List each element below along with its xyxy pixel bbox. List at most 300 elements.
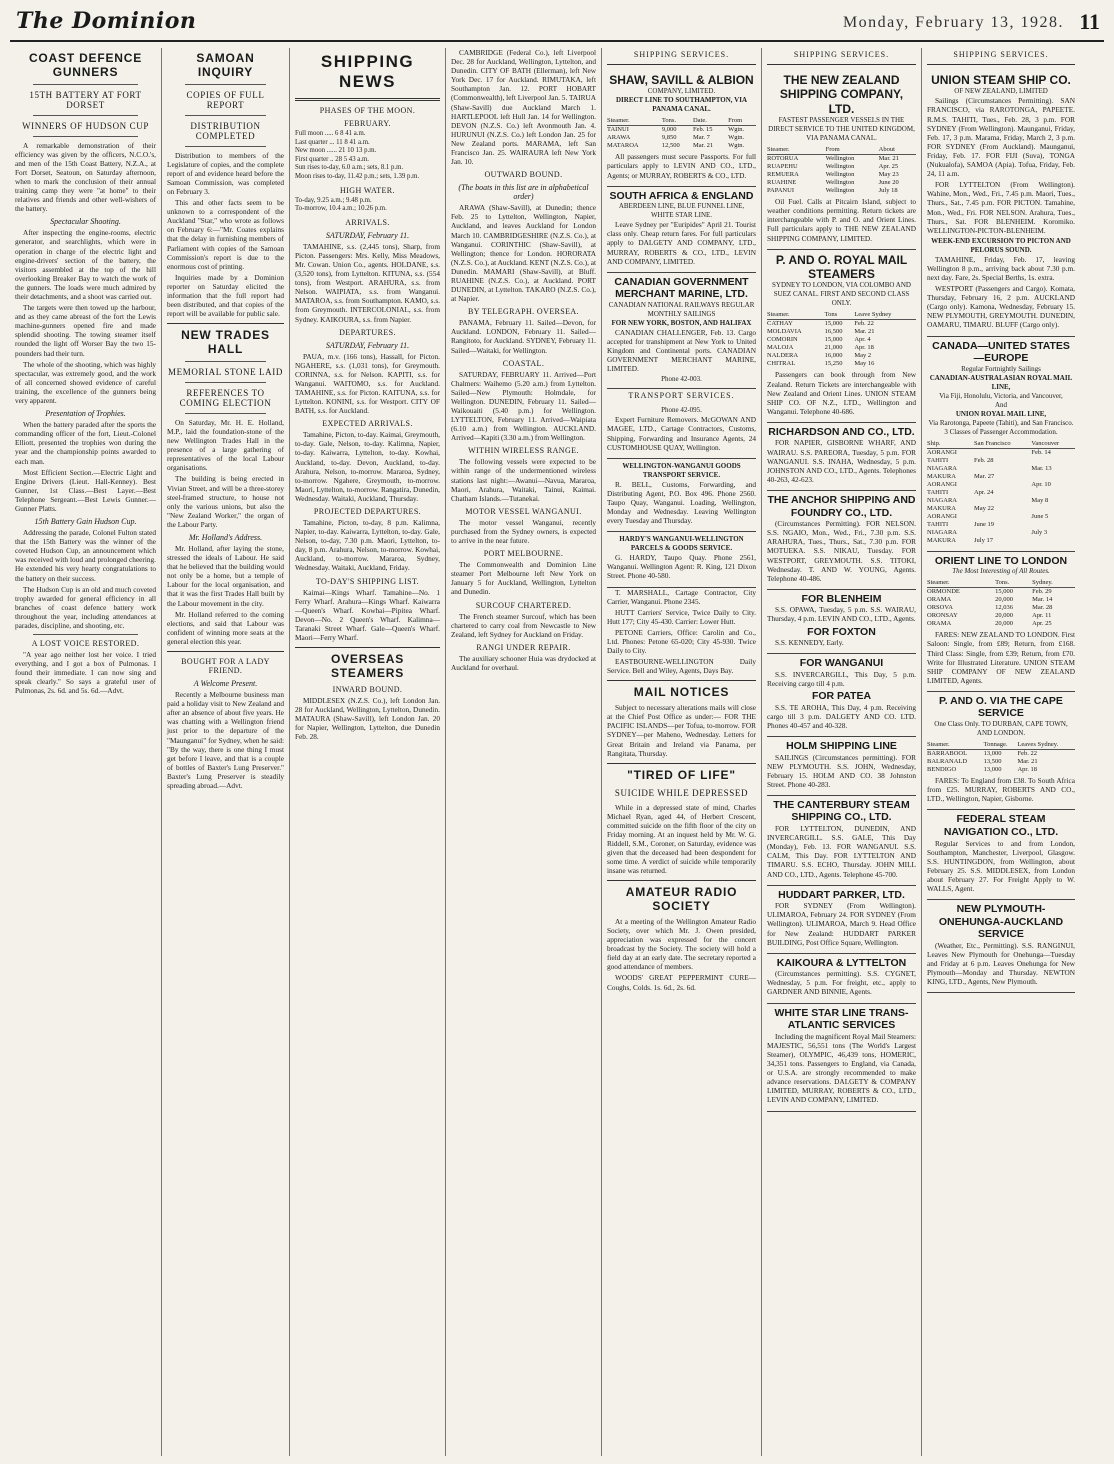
article-paragraph: When the battery paraded after the sports the commanding officer of the fort, Lieut.-Colonel Elliott, presented the trophies won during the year and the championship points awarded to each man. bbox=[15, 420, 156, 466]
cell: ROTORUA bbox=[767, 155, 799, 163]
divider bbox=[607, 680, 756, 681]
divider bbox=[185, 361, 266, 362]
cell: MATAROA bbox=[607, 142, 639, 150]
ad-marshall: T. MARSHALL, Cartage Contractor, City Carrier, Wanganui. Phone 2345. bbox=[607, 587, 756, 606]
cell: 12,500 bbox=[661, 142, 680, 150]
ad-title: UNION STEAM SHIP CO. bbox=[931, 73, 1071, 87]
cell: Mar. 28 bbox=[1032, 604, 1053, 612]
cell bbox=[974, 529, 1031, 537]
arrivals-date: SATURDAY, February 11. bbox=[325, 230, 410, 240]
cell: May 16 bbox=[854, 360, 875, 368]
cell: 15,000 bbox=[824, 336, 843, 344]
ad-text: TAMAHINE, Friday, Feb. 17, leaving Wellington 8 p.m., arriving back about 7.30 p.m. next day. Fare, 2s. Special Berths, 1s. extra. bbox=[927, 254, 1075, 282]
cell: Mar. 21 bbox=[692, 142, 714, 150]
advert-text: Recently a Melbourne business man paid a holiday visit to New Zealand and after an absence of about five years. He was chatting with a Wellington friend just prior to the departure of the "Maunganui" for Sydney, when he said: "By the way, there is one thing I must get before I leave, and that is a couple of bottles of Baxter's Lung Preserver." Baxter's Lung Preserver is steadily spreading abroad.—Advt. bbox=[167, 690, 284, 790]
port-melbourne-text: The Commonwealth and Dominion Line steamer Port Melbourne left New York on January 5 for Auckland, Wellington, Lyttelton and Dunedin. bbox=[451, 560, 596, 597]
table-row bbox=[927, 481, 1075, 489]
cell: May 2 bbox=[854, 352, 872, 360]
table-row bbox=[927, 620, 1075, 628]
columns bbox=[10, 48, 1104, 1456]
ad-subtitle: One Class Only. TO DURBAN, CAPE TOWN, AND LONDON. bbox=[934, 720, 1068, 738]
headline-tired-of-life: "TIRED OF LIFE" bbox=[627, 767, 736, 782]
cell: 12,036 bbox=[995, 604, 1013, 612]
ad-text: All passengers must secure Passports. For full particulars apply to LEVIN AND CO., LTD., Agents; or MURRAY, ROBERTS & CO., LTD. bbox=[607, 152, 756, 180]
phases-title: PHASES OF THE MOON. bbox=[319, 106, 416, 115]
table-row bbox=[927, 465, 1075, 473]
divider bbox=[295, 647, 440, 648]
cell: Mar. 21 bbox=[1017, 758, 1038, 766]
cell: Mar. 27 bbox=[973, 472, 995, 480]
cell: Feb. 22 bbox=[854, 320, 874, 328]
headline-shipping-news: SHIPPING NEWS bbox=[320, 52, 415, 91]
column-shipping-continued bbox=[446, 48, 602, 1456]
cell: 20,000 bbox=[995, 596, 1013, 604]
col-header: Steamer. bbox=[927, 578, 995, 588]
ad-text: S.S. INVERCARGILL, This Day, 5 p.m. Receiving cargo till 4 p.m. bbox=[767, 669, 916, 688]
subhead: WINNERS OF HUDSON CUP bbox=[22, 120, 149, 131]
table-row bbox=[927, 537, 1075, 545]
moon-phase-row: Full moon ..... 6 8 41 a.m. bbox=[295, 130, 366, 137]
col-header: Steamer. bbox=[767, 145, 826, 155]
cell: 15,000 bbox=[995, 588, 1013, 596]
article-paragraph: The Hudson Cup is an old and much coveted trophy awarded for general efficiency in all branches of coast defence battery work throughout the year, including attendances at parades, discipline, and shooting, etc. bbox=[15, 584, 156, 630]
outward-list: ARAWA (Shaw-Savill), at Dunedin; thence Feb. 25 to Lyttelton, Wellington, Napier, Auckland, and leaves Auckland for London March 10. CAMBRIDGESHIRE (N.Z.S. Co.), at Wanganui. CORINTHIC (Shaw-Savill), at Wellington; thence for London. HORORATA (N.Z.S. Co.), at Auckland. KENT (N.Z.S. Co.), at Dunedin. MAMARI (Shaw-Savill), at Bluff. RUAHINE (N.Z.S. Co.), at Auckland. PORT DUNEDIN, at Lyttelton. TAKARO (N.Z.S. Co.), at Napier. bbox=[451, 203, 596, 304]
cell: Mar. 7 bbox=[692, 134, 710, 142]
cell: May 23 bbox=[878, 171, 899, 179]
ad-conjunction: And bbox=[994, 400, 1008, 409]
telegraph-title: BY TELEGRAPH. OVERSEA. bbox=[467, 307, 580, 317]
cell bbox=[974, 497, 1031, 505]
ad-nz-shipping bbox=[767, 70, 916, 250]
ad-title: HOLM SHIPPING LINE bbox=[786, 739, 897, 752]
cell: ARAWA bbox=[607, 134, 631, 142]
divider bbox=[767, 64, 916, 65]
cell: 16,500 bbox=[824, 328, 843, 336]
ad-title: FOR BLENHEIM bbox=[801, 592, 882, 605]
ad-hutt-carriers: HUTT Carriers' Service, Twice Daily to City. Hutt 177; City 45-430. Carrier: Lower Hutt. bbox=[607, 607, 756, 626]
col-header: Tons. bbox=[995, 578, 1032, 588]
cell: BENDIGO bbox=[927, 766, 957, 774]
motor-vessel-text: The motor vessel Wanganui, recently purchased from the Sydney owners, is expected to arrive in the near future. bbox=[451, 517, 596, 546]
ad-title: KAIKOURA & LYTTELTON bbox=[776, 956, 907, 969]
ad-title: P. AND O. ROYAL MAIL STEAMERS bbox=[775, 252, 908, 282]
ad-text: (Circumstances permitting). S.S. CYGNET, Wednesday, 5 p.m. For freight, etc., apply to GARDNER AND BINNIE, Agents. bbox=[767, 969, 916, 997]
table-row bbox=[927, 766, 1075, 774]
article-paragraph: On Saturday, Mr. H. E. Holland, M.P., laid the foundation-stone of the new Wellington Trades Hall in the presence of a large gathering of representatives of the local Labour organisations. bbox=[167, 417, 284, 473]
ad-subtitle: ABERDEEN LINE, BLUE FUNNEL LINE, WHITE STAR LINE. bbox=[618, 202, 745, 220]
projected-title: PROJECTED DEPARTURES. bbox=[313, 507, 422, 516]
ad-new-plymouth bbox=[927, 900, 1075, 993]
section-subhead: Presentation of Trophies. bbox=[45, 409, 126, 419]
high-water-today: To-day, 9.25 a.m.; 9.48 p.m. bbox=[295, 196, 372, 204]
article-paragraph: While in a depressed state of mind, Charles Michael Ryan, aged 44, of Herbert Crescent, committed suicide on the fifth floor of the city on Friday morning. At an inquest held by Mr. W. G. Riddell, S.M., Coroner, on Saturday, evidence was given that the deceased had been despondent for some time. A verdict of suicide while temporarily insane was returned. bbox=[607, 802, 756, 876]
inward-list: MIDDLESEX (N.Z.S. Co.), left London Jan. 28 for Auckland, Wellington, Lyttelton, Dunedin. MATAURA (Shaw-Savill), left London Jan. 20 for Napier, Wellington, Lyttelton, due Dunedin Feb. 28. bbox=[295, 695, 440, 742]
cell: CHITRAL bbox=[767, 360, 796, 368]
ad-white-star bbox=[767, 1004, 916, 1112]
ad-line-name: UNION ROYAL MAIL LINE, bbox=[955, 409, 1047, 418]
ad-wanganui-patea bbox=[767, 654, 916, 737]
cell bbox=[974, 448, 1031, 457]
moon-phases bbox=[295, 130, 440, 164]
cell: Feb. 14 bbox=[1031, 448, 1051, 456]
ad-title: SHAW, SAVILL & ALBION bbox=[609, 73, 754, 87]
subhead: COPIES OF FULL REPORT bbox=[186, 89, 265, 110]
column-samoan-inquiry bbox=[162, 48, 290, 1456]
ad-text: FOR LYTTELTON, DUNEDIN, AND INVERCARGILL. S.S. GALE, This Day (Monday), Feb. 13. FOR WANGANUI. S.S. CALM, This Day. FOR LYTTELTON AND TIMARU. S.S. ECHO, Thursday. JOHN MILL AND CO., LTD., Agents. Telephone 45-700. bbox=[767, 824, 916, 879]
ad-subtitle: CANADIAN NATIONAL RAILWAYS REGULAR MONTHLY SAILINGS bbox=[608, 300, 755, 318]
cell: NIAGARA bbox=[927, 496, 957, 504]
ad-petone-carriers: PETONE Carriers, Office: Carolin and Co., Ltd. Phones: Petone 65-020; City 45-930. Twice Daily to City. bbox=[607, 627, 756, 656]
ad-text: Oil Fuel. Calls at Pitcairn Island, subject to weather conditions permitting. Return tickets are interchangeable with P. and O. and Orient Lines. Full particulars apply to THE NEW ZEALAND SHIPPING COMPANY, LIMITED. bbox=[767, 197, 916, 243]
cell: BALRANALD bbox=[927, 758, 968, 766]
divider bbox=[33, 84, 138, 85]
moon-phase-row: New moon ...... 21 10 13 p.m. bbox=[295, 147, 377, 155]
sailing-table bbox=[767, 145, 916, 195]
ad-text: R. BELL, Customs, Forwarding, and Distributing Agent, P.O. Box 496. Phone 2560. Taupo Quay, Wanganui. Loading, Wellington, Monday and Wednesday. Leaving Wellington every Tuesday and Thursday. bbox=[607, 479, 756, 526]
article-paragraph: Distribution to members of the Legislature of copies, and the complete report of and evidence heard before the Samoan Commission, was completed on February 3. bbox=[167, 150, 284, 196]
col-header: Vancouver bbox=[1031, 439, 1075, 449]
cell: July 18 bbox=[878, 187, 898, 195]
cell: MALOJA bbox=[767, 344, 794, 352]
headline-mail-notices: MAIL NOTICES bbox=[633, 685, 730, 700]
col-header: Date. bbox=[693, 116, 728, 126]
cell: Wellington bbox=[825, 171, 855, 179]
subhead: SUICIDE WHILE DEPRESSED bbox=[614, 787, 749, 798]
cell: TAHITI bbox=[927, 456, 949, 464]
ad-text: WESTPORT (Passengers and Cargo). Komata, Thursday, February 16, 2 p.m. AUCKLAND (Cargo only). Kamona, Wednesday, February 15. NEW PLYMOUTH, GREYMOUTH. DUNEDIN, OAMARU, TIMARU. BLUFF (Cargo only). bbox=[927, 284, 1075, 330]
cell bbox=[1031, 537, 1075, 545]
table-row bbox=[927, 612, 1075, 620]
section-head: SHIPPING SERVICES. bbox=[953, 50, 1049, 59]
ad-title: WELLINGTON-WANGANUI GOODS TRANSPORT SERVICE. bbox=[622, 461, 741, 479]
cell: ORAMA bbox=[927, 620, 952, 628]
moon-phase-row: First quarter .. 28 5 43 a.m. bbox=[295, 155, 369, 163]
ad-cape-service bbox=[927, 692, 1075, 810]
table-row bbox=[927, 758, 1075, 766]
col-header: Leave Sydney bbox=[854, 310, 916, 320]
subhead: REFERENCES TO COMING ELECTION bbox=[179, 387, 272, 408]
high-water-title: HIGH WATER. bbox=[340, 185, 395, 195]
expected-list: Tamahine, Picton, to-day. Kaimai, Greymouth, to-day. Gale, Nelson, to-day. Kalimna, Napier, to-day. Kaiwarra, Lyttelton, to-day. Kowhai, Auckland, to-day. Devon, Auckland, to-day. Arahura, Nelson, to-morrow. Mararoa, Sydney, to-morrow. Ngahere, Greymouth, to-morrow. Maori, Lyttelton, to-morrow. Rangatira, Dunedin, Wednesday. Waitaki, Auckland, Thursday. bbox=[295, 430, 440, 503]
rangi-text: The auxiliary schooner Huia was drydocked at Auckland for overhaul. bbox=[451, 653, 596, 672]
table-row bbox=[927, 596, 1075, 604]
sun-times: Sun rises to-day, 6.0 a.m.; sets, 8.1 p.m. bbox=[295, 164, 404, 172]
article-paragraph: The targets were then towed up the harbour, and as they came abreast of the fort the Lewis machine-gunners opened fire and made splendid shooting. The towing steamer itself rounded the light off Worser Bay the two 15-pounders had their turn. bbox=[15, 303, 156, 358]
masthead bbox=[10, 8, 1104, 42]
headline-coast-defence: COAST DEFENCE GUNNERS bbox=[28, 51, 143, 79]
table-row bbox=[927, 457, 1075, 465]
ad-title: FOR PATEA bbox=[811, 690, 872, 703]
divider bbox=[167, 323, 284, 324]
cell: Mar. 13 bbox=[1031, 464, 1052, 472]
ad-text: Leave Sydney per "Euripides" April 21. Tourist class only. Cheap return fares. For full particulars apply to DALGETY AND COMPANY, LTD., MURRAY, ROBERTS & CO., LTD., LEVIN AND COMPANY, LIMITED. bbox=[607, 220, 756, 266]
ad-title: FEDERAL STEAM NAVIGATION CO., LTD. bbox=[943, 813, 1059, 838]
ad-text: G. HARDY, Taupo Quay. Phone 2561, Wanganui. Wellington Agent: R. King, 121 Dixon Street. Phone 40-580. bbox=[607, 553, 756, 581]
headline-samoan-inquiry: SAMOAN INQUIRY bbox=[196, 51, 255, 79]
cell: 20,000 bbox=[995, 612, 1013, 620]
table-row bbox=[607, 134, 756, 142]
table-row bbox=[927, 750, 1075, 759]
moon-phase-row: Last quarter ... 11 8 41 a.m. bbox=[295, 138, 370, 146]
col-header: San Francisco bbox=[974, 439, 1031, 449]
cell: Wgtn. bbox=[728, 126, 745, 134]
sailing-table bbox=[927, 578, 1075, 628]
cell: 15,000 bbox=[824, 320, 843, 328]
ad-route: Via Fiji, Honolulu, Victoria, and Vancouver, bbox=[939, 391, 1063, 400]
table-row bbox=[767, 320, 916, 329]
divider bbox=[607, 880, 756, 881]
sailing-table bbox=[927, 439, 1075, 545]
inward-list-continued: CAMBRIDGE (Federal Co.), left Liverpool Dec. 28 for Auckland, Wellington, Lyttelton, and Dunedin. CITY OF BATH (Ellerman), left New York Dec. 17 for Auckland. RIMUTAKA, left Southampton Jan. 12. PORT HOBART (Commonwealth), left Liverpool Jan. 5. TAIRUA (Shaw-Savill) due Auckland March 1. HARTLEPOOL left Hull Jan. 14 for Wellington. DEVON (N.Z.S. Co.) left Avonmouth Jan. 4. HURUNUI (N.Z.S. Co.) left London Jan. 25 for New Zealand ports. MARAMA, left San Francisco Jan. 25. WAIRAURA left New York Jan. 10. bbox=[451, 48, 596, 167]
ad-subtitle: The Most Interesting of All Routes. bbox=[952, 567, 1050, 576]
ad-orient-line bbox=[927, 552, 1075, 692]
ad-union-steam bbox=[927, 70, 1075, 337]
divider bbox=[167, 651, 284, 652]
article-paragraph: The whole of the shooting, which was highly spectacular, was extremely good, and the work of all concerned showed evidence of careful training, the excellence of the gunners being very apparent. bbox=[15, 359, 156, 406]
cell: ORAMA bbox=[927, 596, 952, 604]
column-coast-defence bbox=[10, 48, 162, 1456]
table-row bbox=[607, 126, 756, 135]
cell: Feb. 28 bbox=[973, 456, 994, 464]
divider bbox=[33, 634, 138, 635]
column-shipping-news bbox=[290, 48, 446, 1456]
col-header: About bbox=[879, 145, 916, 155]
cell bbox=[1031, 457, 1075, 465]
article-paragraph: At a meeting of the Wellington Amateur Radio Society, over which Mr. J. Owen presided, appreciation was expressed for the concert broadcast by the Society. The society will hold a field day at an early date. The secretary reported a good attendance of members. bbox=[607, 916, 756, 972]
ad-text: FOR LYTTELTON (From Wellington). Wahine, Mon., Wed., Fri., 7.45 p.m. Maori, Tues., Thurs., Sat., 7.45 p.m. FOR PICTON. Tamahine, Mon., Wed., Fri. FOR NELSON. Arahura, Tues., Thurs., Sat. FOR BLENHEIM. Koromiko. WELLINGTON-PICTON-BLENHEIM. bbox=[927, 180, 1075, 235]
ad-federal bbox=[927, 810, 1075, 900]
divider bbox=[185, 382, 266, 383]
sailing-table bbox=[767, 310, 916, 368]
headline-trades-hall: NEW TRADES HALL bbox=[181, 328, 270, 357]
table-row bbox=[927, 448, 1075, 457]
cell: MAKURA bbox=[927, 536, 956, 544]
ad-title: THE CANTERBURY STEAM SHIPPING CO., LTD. bbox=[773, 798, 910, 824]
cell: Feb. 22 bbox=[1017, 750, 1037, 758]
wireless-title: WITHIN WIRELESS RANGE. bbox=[468, 446, 579, 456]
cell: TAINUI bbox=[607, 126, 629, 134]
ad-excursion-title: WEEK-END EXCURSION TO PICTON AND PELORUS SOUND. bbox=[931, 236, 1071, 254]
col-header: Ship. bbox=[927, 439, 974, 449]
ad-title: RICHARDSON AND CO., LTD. bbox=[768, 425, 915, 438]
divider bbox=[185, 115, 266, 116]
ad-title: WHITE STAR LINE TRANS-ATLANTIC SERVICES bbox=[774, 1006, 909, 1032]
ad-title: NEW PLYMOUTH-ONEHUNGA-AUCKLAND SERVICE bbox=[938, 903, 1064, 941]
cell: PAPANUI bbox=[767, 187, 794, 195]
article-paragraph: Inquiries made by a Dominion reporter on Saturday elicited the information that the full report had been distributed, and that copies of the report will be available for public sale. bbox=[167, 272, 284, 319]
ad-mcgowan bbox=[607, 403, 756, 458]
cell: Apr. 25 bbox=[878, 163, 899, 171]
cell: July 17 bbox=[973, 536, 993, 544]
ad-title: THE NEW ZEALAND SHIPPING COMPANY, LTD. bbox=[779, 73, 904, 116]
table-row bbox=[767, 328, 916, 336]
cell: Apr. 10 bbox=[1031, 480, 1051, 488]
section-head: SHIPPING SERVICES. bbox=[633, 50, 730, 59]
ad-text: FARES: To England from £38. To South Africa from £25. MURRAY, ROBERTS AND CO., LTD., Wellington, Napier, Gisborne. bbox=[927, 776, 1075, 804]
ad-text: Passengers can book through from New Zealand. Return Tickets are interchangeable with New Zealand and Orient Lines. UNION STEAM SHIP CO. OF N.Z., LTD., Wellington and Wanganui. Telephone 40-686. bbox=[767, 370, 916, 416]
ad-text: Including the magnificent Royal Mail Steamers: MAJESTIC, 56,551 tons (The World's Largest Steamer), OLYMPIC, 46,439 tons, HOMERIC, 34,351 tons. Passengers to England, via Canada, or U.S.A. are strongly recommended to make advance reservations. DALGETY & COMPANY LIMITED, MURRAY, ROBERTS & CO., LTD., LEVIN AND COMPANY, LIMITED. bbox=[767, 1031, 916, 1105]
motor-vessel-title: MOTOR VESSEL WANGANUI. bbox=[465, 506, 582, 516]
article-paragraph: The building is being erected in Vivian Street, and will be a three-storey steel-framed structure, to house not only the various unions, but also the "New Zealand Worker," the organ of the Labour Party. bbox=[167, 474, 284, 529]
col-header: Steamer. bbox=[927, 740, 984, 750]
inward-title: INWARD BOUND. bbox=[332, 684, 403, 694]
advert-text: "A year ago neither lost her voice. I tried everything, and I got a box of Pulmonas. I found their immediate. I can now sing and speak clearly." So says a grateful user of Pulmonas, 2s. 6d. and 5s. 6d.—Advt. bbox=[15, 650, 156, 696]
phases-month: FEBRUARY. bbox=[344, 119, 391, 128]
cell: June 19 bbox=[973, 520, 995, 528]
divider bbox=[33, 115, 138, 116]
ad-title: SOUTH AFRICA & ENGLAND bbox=[609, 189, 754, 202]
table-row bbox=[927, 489, 1075, 497]
coastal-list: SATURDAY, FEBRUARY 11. Arrived—Port Chalmers: Waihemo (5.20 a.m.) from Lyttelton. Sailed—New Plymouth: Holmdale, for Wellington. DUNEDIN, February 11. Sailed—Waikouaiti (5.40 p.m.) for Wellington. LYTTELTON, February 11. Arrived—Waipiata (6.10 a.m.) from Wellington. AUCKLAND. Arrived—Kapiti (3.30 a.m.) from Wellington. bbox=[451, 369, 596, 443]
cell: TAHITI bbox=[927, 520, 949, 528]
projected-list: Tamahine, Picton, to-day, 8 p.m. Kalimna, Napier, to-day. Kaiwarra, Lyttelton, to-day. Gale, Nelson, to-day, 7.30 p.m. Maori, Lyttelton, to-day, 8 p.m. Arahura, Nelson, to-morrow. Kowhai, Auckland, to-morrow. Mararoa, Sydney, Wednesday. Waitaki, Auckland, Friday. bbox=[295, 518, 440, 573]
cell: RUAHINE bbox=[767, 179, 797, 187]
divider bbox=[185, 84, 266, 85]
cell: June 5 bbox=[1031, 512, 1049, 520]
ad-title: THE ANCHOR SHIPPING AND FOUNDRY CO., LTD. bbox=[767, 493, 916, 519]
ad-shaw-savill bbox=[607, 70, 756, 187]
headline-radio-society: AMATEUR RADIO SOCIETY bbox=[625, 885, 738, 914]
subhead: 15TH BATTERY AT FORT DORSET bbox=[29, 89, 142, 110]
cell: Wellington bbox=[825, 163, 855, 171]
cell bbox=[1031, 521, 1075, 529]
cell: Apr. 25 bbox=[1032, 620, 1052, 628]
cell: May 8 bbox=[1031, 496, 1049, 504]
table-row bbox=[767, 187, 916, 195]
headline-overseas-steamers: OVERSEAS STEAMERS bbox=[330, 652, 405, 680]
ad-richardson bbox=[767, 423, 916, 491]
divider bbox=[607, 763, 756, 764]
subhead: DISTRIBUTION COMPLETED bbox=[190, 120, 261, 141]
ad-title: CANADIAN GOVERNMENT MERCHANT MARINE, LTD. bbox=[614, 275, 749, 301]
article-paragraph: This and other facts seem to be unknown to a correspondent of the Auckland "Star," who wrote as follows on February 6:—"Mr. Coates explains that the delay in furnishing members of Parliament with copies of the Samoan Commission's report is due to the enormous cost of printing. bbox=[167, 198, 284, 271]
high-water-tomorrow: To-morrow, 10.4 a.m.; 10.26 p.m. bbox=[295, 205, 387, 213]
divider bbox=[295, 98, 440, 101]
ad-canada bbox=[927, 337, 1075, 552]
table-row bbox=[767, 163, 916, 171]
cell: 9,850 bbox=[661, 134, 677, 142]
ad-title: P. AND O. VIA THE CAPE SERVICE bbox=[939, 694, 1063, 720]
table-row bbox=[767, 171, 916, 179]
cell bbox=[1031, 505, 1075, 513]
cell: COMORIN bbox=[767, 336, 798, 344]
ad-line-name: CANADIAN-AUSTRALASIAN ROYAL MAIL LINE, bbox=[929, 373, 1073, 391]
telegraph-list: PANAMA, February 11. Sailed—Devon, for Auckland. LONDON, February 11. Sailed—Rangitoto, for Auckland. SYDNEY, February 11. Sailed—Waitaki, for Wellington. bbox=[451, 318, 596, 355]
ad-title: FOR FOXTON bbox=[807, 625, 876, 638]
cell: Apr. 24 bbox=[973, 488, 994, 496]
table-row bbox=[927, 513, 1075, 521]
divider bbox=[33, 136, 138, 137]
column-shipping-services-3 bbox=[922, 48, 1080, 1456]
ad-text: FARES: NEW ZEALAND TO LONDON. First Saloon: Single, from £89; Return, from £168. Third Class: Single, from £39; Return, from £70. Write for Illustrated Literature. UNION STEAM SHIP COMPANY OF NEW ZEALAND LIMITED, Agents. bbox=[927, 630, 1075, 685]
cell: May 22 bbox=[973, 504, 995, 512]
col-header: Tons. bbox=[662, 116, 693, 126]
cell: Feb. 29 bbox=[1032, 588, 1052, 596]
chartered-title: SURCOUF CHARTERED. bbox=[475, 600, 572, 610]
wireless-list: The following vessels were expected to be within range of the undermentioned wireless stations last night:—Awanui—Navua, Mararoa, Maori, Arahura, Waitaki, Tainui, Kaimai. Chatham Islands.—Tutanekai. bbox=[451, 457, 596, 503]
cell: Wellington bbox=[825, 155, 855, 163]
rangi-title: RANGI UNDER REPAIR. bbox=[476, 642, 571, 652]
cell: 9,000 bbox=[661, 126, 677, 134]
ad-classes: 3 Classes of Passenger Accommodation. bbox=[944, 427, 1058, 436]
table-row bbox=[767, 352, 916, 360]
col-header: Leaves Sydney. bbox=[1017, 740, 1075, 750]
sailing-table bbox=[927, 740, 1075, 774]
article-paragraph: Most Efficient Section.—Electric Light and Engine Drivers (Lieut. Hall-Kenney). Best Gunner, 1st Class.—Best Layer.—Best Telephone Sergeant.—Best Lewis Gunner.—Gunner Platts. bbox=[15, 467, 156, 513]
table-row bbox=[927, 529, 1075, 537]
ad-phone: Phone 42-003. bbox=[661, 375, 702, 384]
cell: MOLDAVIA bbox=[767, 328, 802, 336]
cell: 13,500 bbox=[983, 758, 1002, 766]
section-head: SHIPPING SERVICES. bbox=[793, 50, 890, 59]
cell: Apr. 18 bbox=[1017, 766, 1037, 774]
cell: Apr. 18 bbox=[854, 344, 874, 352]
column-shipping-services-1 bbox=[602, 48, 762, 1456]
section-subhead: Mr. Holland's Address. bbox=[188, 533, 263, 542]
ad-hardy bbox=[607, 532, 756, 587]
table-row bbox=[767, 155, 916, 164]
cell: Mar. 21 bbox=[878, 155, 899, 163]
ad-holm bbox=[767, 737, 916, 796]
ad-text: S.S. OPAWA, Tuesday, 5 p.m. S.S. WAIRAU, Thursday, 4 p.m. LEVIN AND CO., LTD., Agents. bbox=[767, 605, 916, 624]
advert-heading: A LOST VOICE RESTORED. bbox=[31, 639, 140, 649]
arrivals-title: ARRIVALS. bbox=[345, 217, 390, 227]
cell: AORANGI bbox=[927, 512, 957, 520]
ad-wanganui-transport bbox=[607, 459, 756, 532]
col-header: Sydney. bbox=[1032, 578, 1075, 588]
ad-p-and-o bbox=[767, 250, 916, 423]
ad-title: CANADA—UNITED STATES —EUROPE bbox=[932, 339, 1070, 365]
col-header: Tons bbox=[825, 310, 855, 320]
article-paragraph: Mr. Holland referred to the coming elections, and said that Labour was confident of winning more seats at the general election this year. bbox=[167, 609, 284, 646]
ad-route: Via Rarotonga, Papeete (Tahiti), and San Francisco. bbox=[928, 418, 1074, 427]
article-paragraph: Mr. Holland, after laying the stone, stressed the ideals of Labour. He said that he believed that the building would not only be a home, but a temple of Labour for the local organisation, and that it was the first Trades Hall built by the Labour movement in the city. bbox=[167, 544, 284, 608]
divider bbox=[607, 64, 756, 65]
ad-title: FOR WANGANUI bbox=[799, 657, 884, 670]
dateline: Monday, February 13, 1928. bbox=[842, 14, 1064, 31]
advert-text: WOODS' GREAT PEPPERMINT CURE—Coughs, Colds. 1s. 6d., 2s. 6d. bbox=[607, 973, 756, 992]
departures-list: PAUA, m.v. (166 tons), Hassall, for Picton. NGAHERE, s.s. (1,031 tons), for Greymouth. CORINNA, s.s. for Nelson. KAPITI, s.s. for Wanganui. WAITOMO, s.s. for Auckland. TAMAHINE, s.s. for Picton. KAITUNA, s.s. for Lyttelton. KONINI, s.s. for Westport. CITY OF BATH, s.s. for Auckland. bbox=[295, 351, 440, 416]
ad-huddart bbox=[767, 886, 916, 954]
advert-heading: BOUGHT FOR A LADY FRIEND. bbox=[181, 657, 270, 676]
cell bbox=[974, 465, 1031, 473]
outward-subtitle: (The boats in this list are in alphabetical order) bbox=[458, 183, 589, 202]
ad-text: Regular Services to and from London, Southampton, Manchester, Liverpool, Glasgow. S.S. HUNTINGDON, from Wellington, about February 25. S.S. MIDDLESEX, from London about February 27. For Freight Apply to W. WALLS, Agent. bbox=[927, 838, 1075, 894]
article-paragraph: Addressing the parade, Colonel Fulton stated that the 15th Battery was the winner of the coveted Hudson Cup, an announcement which was received with loud and prolonged cheering. He extended his very hearty congratulations to the battery on their success. bbox=[15, 528, 156, 583]
paper-name: The Dominion bbox=[16, 8, 197, 34]
cell: 13,000 bbox=[983, 750, 1002, 758]
table-row bbox=[767, 344, 916, 352]
coastal-title: COASTAL. bbox=[502, 358, 545, 368]
article-paragraph: A remarkable demonstration of their efficiency was given by the officers, N.C.O.'s, and men of the 15th Coast Battery, N.Z.A., at Fort Dorset, Seatoun, on Saturday afternoon, when to mark the conclusion of their annual training camp they were "at home" to their relatives and friends and other well-wishers of the battery. bbox=[15, 140, 156, 214]
ad-phone: Phone 42-095. bbox=[661, 406, 702, 415]
arrivals-list: TAMAHINE, s.s. (2,445 tons), Sharp, from Picton. Passengers: Mrs. Kelly, Miss Meadows, Mr. Cowan. Union Co., agents. HOLDANE, s.s. (3,520 tons), from Lyttelton. KITUNA, s.s. (554 tons), from Westport. ARAHURA, s.s. from Nelson. WAIPIATA, s.s. from Wanganui. MATAROA, s.s. from Southampton. KAMO, s.s. from Greymouth. INTERCOLONIAL, s.s. from Sydney. KAIKOURA, s.s. from Napier. bbox=[295, 241, 440, 324]
ad-subtitle: SYDNEY TO LONDON, VIA COLOMBO AND SUEZ CANAL. FIRST AND SECOND CLASS ONLY. bbox=[772, 281, 911, 308]
ad-text: SAILINGS (Circumstances permitting). FOR NEW PLYMOUTH. S.S. JOHN, Wednesday, February 15. HOLM AND CO. 38 Johnston Street. Phone 40-283. bbox=[767, 752, 916, 789]
ad-subtitle: Regular Fortnightly Sailings bbox=[961, 364, 1041, 373]
expected-title: EXPECTED ARRIVALS. bbox=[322, 419, 413, 429]
cell: June 20 bbox=[878, 179, 899, 187]
divider bbox=[185, 413, 266, 414]
subhead: MEMORIAL STONE LAID bbox=[168, 366, 283, 377]
ad-text: CANADIAN CHALLENGER, Feb. 13. Cargo accepted for transhipment at New York to United Kingdom and Continental ports. CANADIAN GOVERNMENT MERCHANT MARINE, LIMITED. bbox=[607, 327, 756, 374]
table-row bbox=[927, 588, 1075, 597]
cell: Wgtn. bbox=[728, 142, 745, 150]
wharf-list-title: TO-DAY'S SHIPPING LIST. bbox=[315, 576, 420, 586]
cell bbox=[1031, 473, 1075, 481]
ad-canterbury bbox=[767, 796, 916, 886]
cell: AORANGI bbox=[927, 448, 957, 456]
